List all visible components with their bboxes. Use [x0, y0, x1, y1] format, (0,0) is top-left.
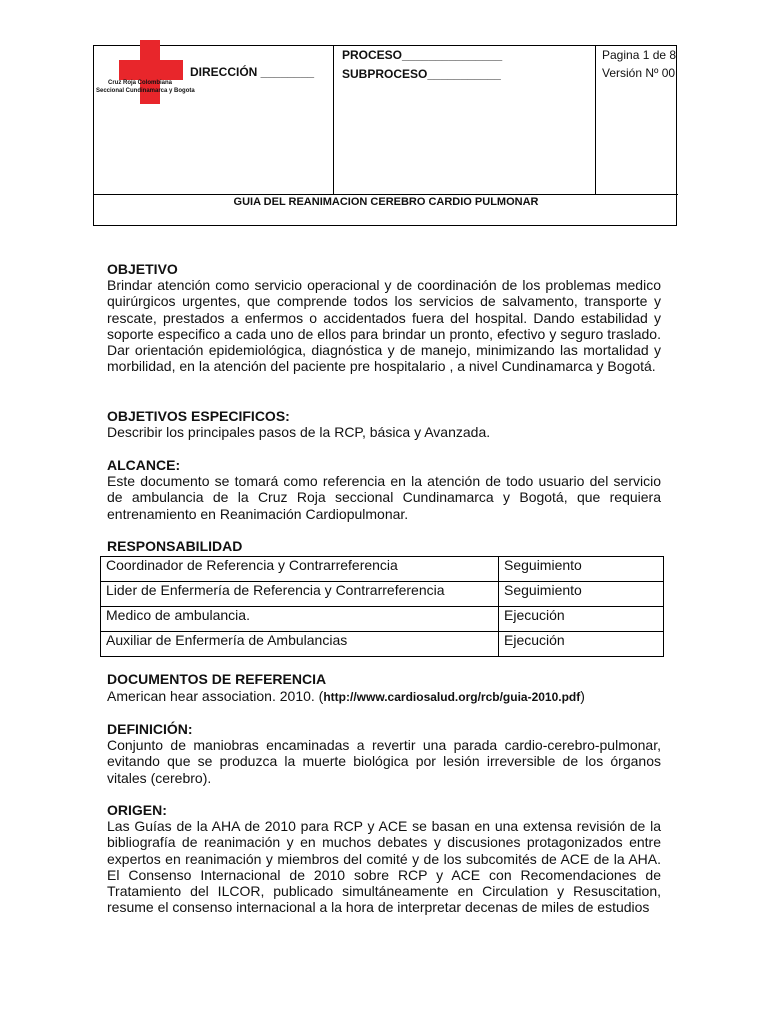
- page-number: Pagina 1 de 8: [602, 48, 677, 62]
- task-cell: Ejecución: [499, 607, 664, 632]
- table-row: [101, 557, 664, 582]
- task-cell: Seguimiento: [499, 582, 664, 607]
- section-text-definicion: Conjunto de maniobras encaminadas a revertir una parada cardio-cerebro-pulmonar, evitando que se produzca la muerte biológica por lesión irreversible de los órganos vitales (cerebro).: [107, 737, 661, 786]
- section-title-objetivos-especificos: OBJETIVOS ESPECIFICOS:: [107, 408, 290, 424]
- role-cell: Auxiliar de Enfermería de Ambulancias: [101, 632, 499, 657]
- section-text-alcance: Este documento se tomará como referencia en la atención de todo usuario del servicio de ambulancia de la Cruz Roja seccional Cundinamarca y Bogotá, que requiera entrenamiento en Reanimación Cardiopulmonar.: [107, 473, 661, 522]
- section-text-objetivos-especificos: Describir los principales pasos de la RCP, básica y Avanzada.: [107, 424, 491, 440]
- section-text-objetivo: Brindar atención como servicio operacional y de coordinación de los problemas medico quirúrgicos urgentes, que comprende todos los servicios de salvamento, transporte y rescate, prestados a enfermos o accidentados fuera del hospital. Dando estabilidad y soporte especifico a cada uno de ellos para brindar un pronto, efectivo y seguro traslado. Dar orientación epidemiológica, diagnóstica y de manejo, minimizando las mortalidad y morbilidad, en la atención del paciente pre hospitalario , a nivel Cundinamarca y Bogotá.: [107, 277, 661, 375]
- section-title-responsabilidad: RESPONSABILIDAD: [107, 538, 243, 554]
- role-cell: Medico de ambulancia.: [101, 607, 499, 632]
- section-title-documentos: DOCUMENTOS DE REFERENCIA: [107, 671, 327, 687]
- section-title-definicion: DEFINICIÓN:: [107, 721, 193, 737]
- guide-title-row: [94, 194, 678, 227]
- process-cell: [334, 46, 596, 194]
- version-number: Versión Nº 00: [602, 66, 676, 80]
- org-name-line1: Cruz Roja Colombiana: [108, 80, 173, 86]
- direccion-field: DIRECCIÓN ________: [190, 65, 315, 79]
- section-text-documentos: [107, 688, 585, 705]
- document-header-table: [93, 45, 677, 226]
- proceso-field: PROCESO_______________: [342, 48, 503, 62]
- role-cell: Lider de Enfermería de Referencia y Contrarreferencia: [101, 582, 499, 607]
- reference-text-end: ): [580, 688, 585, 704]
- guide-title: GUIA DEL REANIMACION CEREBRO CARDIO PULMONAR: [233, 196, 539, 208]
- section-title-objetivo: OBJETIVO: [107, 261, 178, 277]
- section-text-origen: Las Guías de la AHA de 2010 para RCP y ACE se basan en una extensa revisión de la bibliografía de reanimación y en muchos debates y discusiones protagonizados entre expertos en reanimación y miembros del comité y de los subcomités de ACE de la AHA. El Consenso Internacional de 2010 sobre RCP y ACE con Recomendaciones de Tratamiento del ILCOR, publicado simultáneamente en Circulation y Resuscitation, resume el consenso internacional a la hora de interpretar decenas de miles de estudios: [107, 818, 661, 916]
- task-cell: Ejecución: [499, 632, 664, 657]
- page-info-cell: [596, 46, 678, 194]
- task-cell: Seguimiento: [499, 557, 664, 582]
- table-row: [101, 607, 664, 632]
- responsibility-table: [100, 556, 664, 657]
- subproceso-field: SUBPROCESO___________: [342, 67, 501, 81]
- section-title-alcance: ALCANCE:: [107, 457, 181, 473]
- table-row: [101, 582, 664, 607]
- red-cross-logo-icon: [119, 40, 183, 104]
- reference-text: American hear association. 2010. (: [107, 688, 324, 704]
- reference-url-link[interactable]: http://www.cardiosalud.org/rcb/guia-2010.pdf: [323, 690, 581, 704]
- org-name-line2: Seccional Cundinamarca y Bogota: [96, 88, 195, 94]
- logo-cell: [94, 46, 334, 194]
- role-cell: Coordinador de Referencia y Contrarreferencia: [101, 557, 499, 582]
- table-row: [101, 632, 664, 657]
- section-title-origen: ORIGEN:: [107, 802, 167, 818]
